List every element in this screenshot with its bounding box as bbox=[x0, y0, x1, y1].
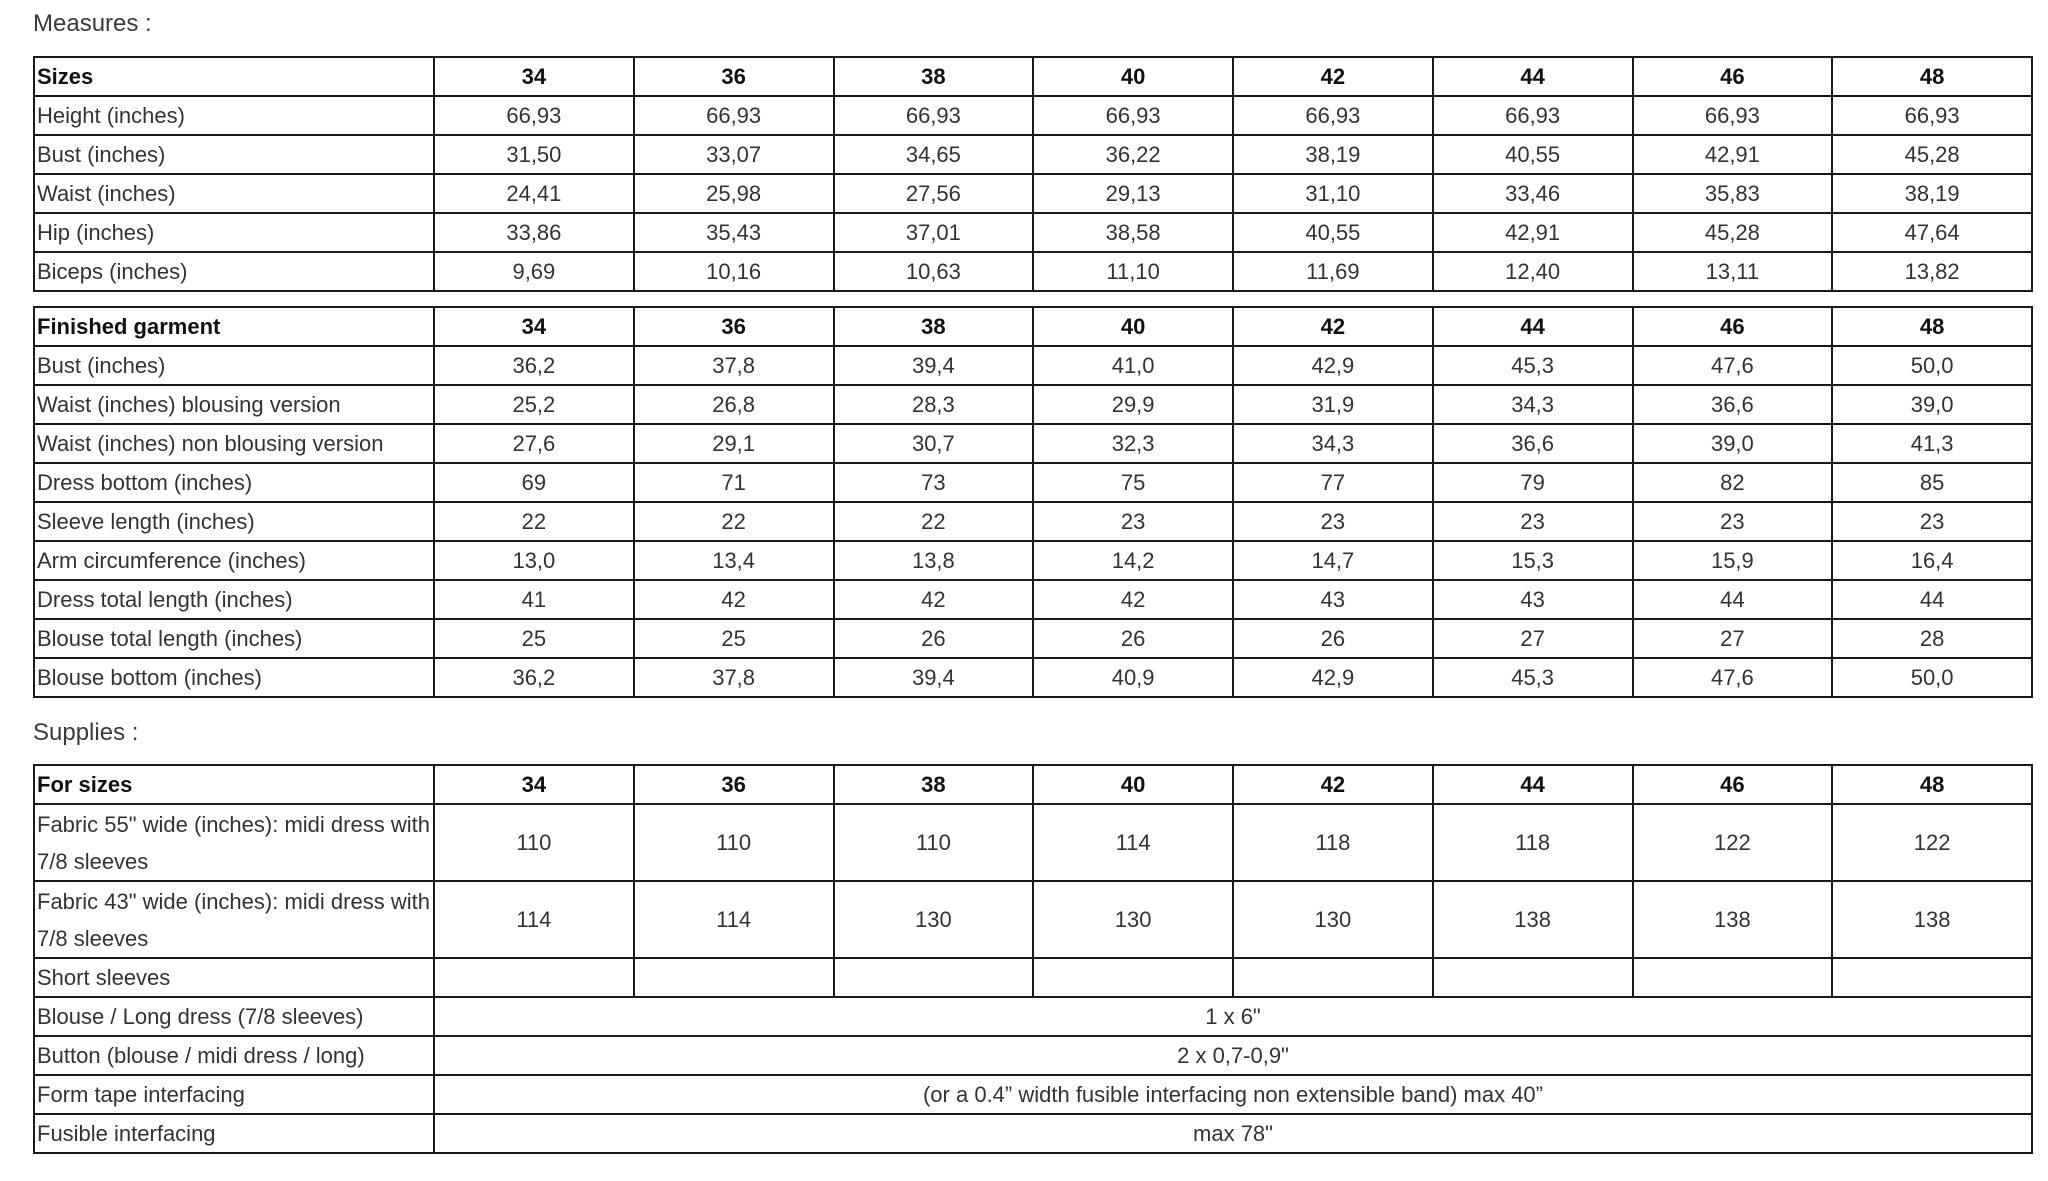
row-value: 66,93 bbox=[1633, 96, 1833, 135]
table-row bbox=[34, 958, 2032, 997]
header-size: 46 bbox=[1633, 765, 1833, 804]
table-row bbox=[34, 135, 2032, 174]
row-value: 25,98 bbox=[634, 174, 834, 213]
row-label: Fabric 43" wide (inches): midi dress with 7/8 sleeves bbox=[34, 881, 434, 958]
header-size: 34 bbox=[434, 765, 634, 804]
row-value bbox=[1233, 958, 1433, 997]
row-label: Bust (inches) bbox=[34, 346, 434, 385]
row-label: Dress bottom (inches) bbox=[34, 463, 434, 502]
row-value: 118 bbox=[1433, 804, 1633, 881]
row-value: 31,50 bbox=[434, 135, 634, 174]
row-value: 50,0 bbox=[1832, 658, 2032, 697]
row-value: 114 bbox=[634, 881, 834, 958]
row-value: 130 bbox=[1033, 881, 1233, 958]
row-value: 13,8 bbox=[834, 541, 1034, 580]
row-value: 66,93 bbox=[1233, 96, 1433, 135]
row-value: 118 bbox=[1233, 804, 1433, 881]
row-value: 22 bbox=[834, 502, 1034, 541]
row-value: 45,3 bbox=[1433, 346, 1633, 385]
table-row bbox=[34, 502, 2032, 541]
table-row bbox=[34, 541, 2032, 580]
row-value: 10,63 bbox=[834, 252, 1034, 291]
header-row bbox=[34, 307, 2032, 346]
row-value: 43 bbox=[1433, 580, 1633, 619]
row-value: 114 bbox=[434, 881, 634, 958]
row-value: 38,19 bbox=[1233, 135, 1433, 174]
row-label: Bust (inches) bbox=[34, 135, 434, 174]
row-value: 66,93 bbox=[1033, 96, 1233, 135]
row-value: 37,8 bbox=[634, 658, 834, 697]
table-row bbox=[34, 213, 2032, 252]
header-size: 46 bbox=[1633, 57, 1833, 96]
row-value: 45,3 bbox=[1433, 658, 1633, 697]
row-value: 42 bbox=[834, 580, 1034, 619]
row-value: 24,41 bbox=[434, 174, 634, 213]
row-value: 36,6 bbox=[1433, 424, 1633, 463]
supplies-table bbox=[33, 764, 2033, 1154]
row-value: 42,91 bbox=[1433, 213, 1633, 252]
table-row bbox=[34, 658, 2032, 697]
row-value: 42,9 bbox=[1233, 346, 1433, 385]
table-row bbox=[34, 997, 2032, 1036]
measures-section-label: Measures : bbox=[33, 10, 152, 37]
row-value: 36,22 bbox=[1033, 135, 1233, 174]
row-value: 9,69 bbox=[434, 252, 634, 291]
row-value: 47,6 bbox=[1633, 346, 1833, 385]
header-row bbox=[34, 765, 2032, 804]
row-label: Button (blouse / midi dress / long) bbox=[34, 1036, 434, 1075]
row-value: 47,64 bbox=[1832, 213, 2032, 252]
row-value: 23 bbox=[1633, 502, 1833, 541]
row-value: 33,46 bbox=[1433, 174, 1633, 213]
row-value: 33,86 bbox=[434, 213, 634, 252]
table-row bbox=[34, 1075, 2032, 1114]
row-value: 138 bbox=[1832, 881, 2032, 958]
row-label: Blouse total length (inches) bbox=[34, 619, 434, 658]
row-label: Hip (inches) bbox=[34, 213, 434, 252]
header-size: 38 bbox=[834, 307, 1034, 346]
row-value: 25,2 bbox=[434, 385, 634, 424]
row-value: 66,93 bbox=[634, 96, 834, 135]
row-label: Waist (inches) blousing version bbox=[34, 385, 434, 424]
row-value bbox=[834, 958, 1034, 997]
row-label: Waist (inches) non blousing version bbox=[34, 424, 434, 463]
row-value: 37,01 bbox=[834, 213, 1034, 252]
row-value bbox=[634, 958, 834, 997]
row-value: 38,19 bbox=[1832, 174, 2032, 213]
header-size: 38 bbox=[834, 57, 1034, 96]
row-value: 42,9 bbox=[1233, 658, 1433, 697]
row-label: Form tape interfacing bbox=[34, 1075, 434, 1114]
header-size: 42 bbox=[1233, 57, 1433, 96]
row-value: 28,3 bbox=[834, 385, 1034, 424]
row-value: 110 bbox=[634, 804, 834, 881]
row-value: 41,0 bbox=[1033, 346, 1233, 385]
row-value: 44 bbox=[1832, 580, 2032, 619]
row-value: 22 bbox=[434, 502, 634, 541]
row-value: 122 bbox=[1633, 804, 1833, 881]
row-label: Waist (inches) bbox=[34, 174, 434, 213]
row-label: Dress total length (inches) bbox=[34, 580, 434, 619]
row-value bbox=[1832, 958, 2032, 997]
header-size: 40 bbox=[1033, 57, 1233, 96]
row-value bbox=[1633, 958, 1833, 997]
row-value: 25 bbox=[634, 619, 834, 658]
row-value: 16,4 bbox=[1832, 541, 2032, 580]
row-value: 13,82 bbox=[1832, 252, 2032, 291]
row-value bbox=[1033, 958, 1233, 997]
header-size: 46 bbox=[1633, 307, 1833, 346]
header-size: 36 bbox=[634, 765, 834, 804]
row-value: 114 bbox=[1033, 804, 1233, 881]
row-label: Blouse / Long dress (7/8 sleeves) bbox=[34, 997, 434, 1036]
row-label: Blouse bottom (inches) bbox=[34, 658, 434, 697]
row-value: 12,40 bbox=[1433, 252, 1633, 291]
header-size: 44 bbox=[1433, 307, 1633, 346]
row-value bbox=[1433, 958, 1633, 997]
row-label: Fusible interfacing bbox=[34, 1114, 434, 1153]
row-value: 39,0 bbox=[1832, 385, 2032, 424]
row-value: 37,8 bbox=[634, 346, 834, 385]
row-value: 110 bbox=[434, 804, 634, 881]
finished-garment-table bbox=[33, 306, 2033, 698]
row-value: 13,0 bbox=[434, 541, 634, 580]
header-label: Finished garment bbox=[34, 307, 434, 346]
row-value: 28 bbox=[1832, 619, 2032, 658]
header-size: 42 bbox=[1233, 765, 1433, 804]
row-value: 15,9 bbox=[1633, 541, 1833, 580]
header-size: 44 bbox=[1433, 765, 1633, 804]
row-value: 69 bbox=[434, 463, 634, 502]
measures-table bbox=[33, 56, 2033, 292]
row-value: 110 bbox=[834, 804, 1034, 881]
row-value: 29,9 bbox=[1033, 385, 1233, 424]
row-value: 130 bbox=[1233, 881, 1433, 958]
row-value: 34,3 bbox=[1233, 424, 1433, 463]
row-value: 35,83 bbox=[1633, 174, 1833, 213]
row-label: Short sleeves bbox=[34, 958, 434, 997]
row-value: 30,7 bbox=[834, 424, 1034, 463]
row-value: 32,3 bbox=[1033, 424, 1233, 463]
row-value: 27,6 bbox=[434, 424, 634, 463]
row-value bbox=[434, 958, 634, 997]
row-value: (or a 0.4” width fusible interfacing non extensible band) max 40” bbox=[434, 1075, 2032, 1114]
row-value: 23 bbox=[1832, 502, 2032, 541]
table-row bbox=[34, 881, 2032, 958]
header-size: 36 bbox=[634, 57, 834, 96]
row-value: 42 bbox=[634, 580, 834, 619]
row-value: 26,8 bbox=[634, 385, 834, 424]
row-value: 27 bbox=[1633, 619, 1833, 658]
row-value: 29,13 bbox=[1033, 174, 1233, 213]
header-size: 34 bbox=[434, 57, 634, 96]
row-value: 40,55 bbox=[1233, 213, 1433, 252]
table-row bbox=[34, 580, 2032, 619]
row-value: 66,93 bbox=[434, 96, 634, 135]
header-size: 40 bbox=[1033, 307, 1233, 346]
row-value: 31,9 bbox=[1233, 385, 1433, 424]
row-value: 77 bbox=[1233, 463, 1433, 502]
row-value: 42,91 bbox=[1633, 135, 1833, 174]
row-value: 11,10 bbox=[1033, 252, 1233, 291]
row-value: 15,3 bbox=[1433, 541, 1633, 580]
row-value: 33,07 bbox=[634, 135, 834, 174]
row-value: 66,93 bbox=[834, 96, 1034, 135]
row-value: 41 bbox=[434, 580, 634, 619]
row-value: 29,1 bbox=[634, 424, 834, 463]
header-size: 48 bbox=[1832, 307, 2032, 346]
header-row bbox=[34, 57, 2032, 96]
row-value: 39,4 bbox=[834, 658, 1034, 697]
table-row bbox=[34, 804, 2032, 881]
row-value: 39,0 bbox=[1633, 424, 1833, 463]
row-label: Sleeve length (inches) bbox=[34, 502, 434, 541]
row-value: 36,6 bbox=[1633, 385, 1833, 424]
row-label: Biceps (inches) bbox=[34, 252, 434, 291]
table-row bbox=[34, 252, 2032, 291]
row-value: 138 bbox=[1433, 881, 1633, 958]
row-value: 26 bbox=[1033, 619, 1233, 658]
table-row bbox=[34, 174, 2032, 213]
row-value: 40,9 bbox=[1033, 658, 1233, 697]
row-value: 73 bbox=[834, 463, 1034, 502]
row-label: Arm circumference (inches) bbox=[34, 541, 434, 580]
header-label: For sizes bbox=[34, 765, 434, 804]
row-value: 79 bbox=[1433, 463, 1633, 502]
row-value: 13,11 bbox=[1633, 252, 1833, 291]
row-value: 82 bbox=[1633, 463, 1833, 502]
row-value: 27 bbox=[1433, 619, 1633, 658]
row-value: 39,4 bbox=[834, 346, 1034, 385]
header-size: 34 bbox=[434, 307, 634, 346]
row-value: 40,55 bbox=[1433, 135, 1633, 174]
row-value: 1 x 6" bbox=[434, 997, 2032, 1036]
row-value: 26 bbox=[834, 619, 1034, 658]
row-value: 10,16 bbox=[634, 252, 834, 291]
table-row bbox=[34, 1114, 2032, 1153]
row-value: 38,58 bbox=[1033, 213, 1233, 252]
row-value: 11,69 bbox=[1233, 252, 1433, 291]
row-value: 44 bbox=[1633, 580, 1833, 619]
row-value: 25 bbox=[434, 619, 634, 658]
table-row bbox=[34, 96, 2032, 135]
header-size: 40 bbox=[1033, 765, 1233, 804]
row-value: 34,3 bbox=[1433, 385, 1633, 424]
table-row bbox=[34, 1036, 2032, 1075]
row-value: 47,6 bbox=[1633, 658, 1833, 697]
row-value: 66,93 bbox=[1832, 96, 2032, 135]
row-value: 23 bbox=[1433, 502, 1633, 541]
row-value: 75 bbox=[1033, 463, 1233, 502]
row-value: 27,56 bbox=[834, 174, 1034, 213]
table-row bbox=[34, 619, 2032, 658]
row-value: 50,0 bbox=[1832, 346, 2032, 385]
row-value: 23 bbox=[1033, 502, 1233, 541]
row-value: 34,65 bbox=[834, 135, 1034, 174]
row-label: Height (inches) bbox=[34, 96, 434, 135]
row-value: 2 x 0,7-0,9" bbox=[434, 1036, 2032, 1075]
row-label: Fabric 55" wide (inches): midi dress with 7/8 sleeves bbox=[34, 804, 434, 881]
row-value: max 78" bbox=[434, 1114, 2032, 1153]
table-row bbox=[34, 424, 2032, 463]
row-value: 43 bbox=[1233, 580, 1433, 619]
row-value: 14,2 bbox=[1033, 541, 1233, 580]
row-value: 14,7 bbox=[1233, 541, 1433, 580]
table-row bbox=[34, 385, 2032, 424]
row-value: 26 bbox=[1233, 619, 1433, 658]
header-size: 38 bbox=[834, 765, 1034, 804]
row-value: 45,28 bbox=[1832, 135, 2032, 174]
row-value: 45,28 bbox=[1633, 213, 1833, 252]
row-value: 41,3 bbox=[1832, 424, 2032, 463]
header-size: 36 bbox=[634, 307, 834, 346]
row-value: 31,10 bbox=[1233, 174, 1433, 213]
row-value: 22 bbox=[634, 502, 834, 541]
row-value: 71 bbox=[634, 463, 834, 502]
row-value: 42 bbox=[1033, 580, 1233, 619]
row-value: 36,2 bbox=[434, 658, 634, 697]
header-size: 42 bbox=[1233, 307, 1433, 346]
table-row bbox=[34, 346, 2032, 385]
row-value: 23 bbox=[1233, 502, 1433, 541]
row-value: 138 bbox=[1633, 881, 1833, 958]
header-size: 48 bbox=[1832, 765, 2032, 804]
row-value: 85 bbox=[1832, 463, 2032, 502]
row-value: 130 bbox=[834, 881, 1034, 958]
supplies-section-label: Supplies : bbox=[33, 719, 139, 746]
header-size: 48 bbox=[1832, 57, 2032, 96]
row-value: 122 bbox=[1832, 804, 2032, 881]
row-value: 13,4 bbox=[634, 541, 834, 580]
table-row bbox=[34, 463, 2032, 502]
header-size: 44 bbox=[1433, 57, 1633, 96]
row-value: 66,93 bbox=[1433, 96, 1633, 135]
row-value: 35,43 bbox=[634, 213, 834, 252]
header-label: Sizes bbox=[34, 57, 434, 96]
row-value: 36,2 bbox=[434, 346, 634, 385]
